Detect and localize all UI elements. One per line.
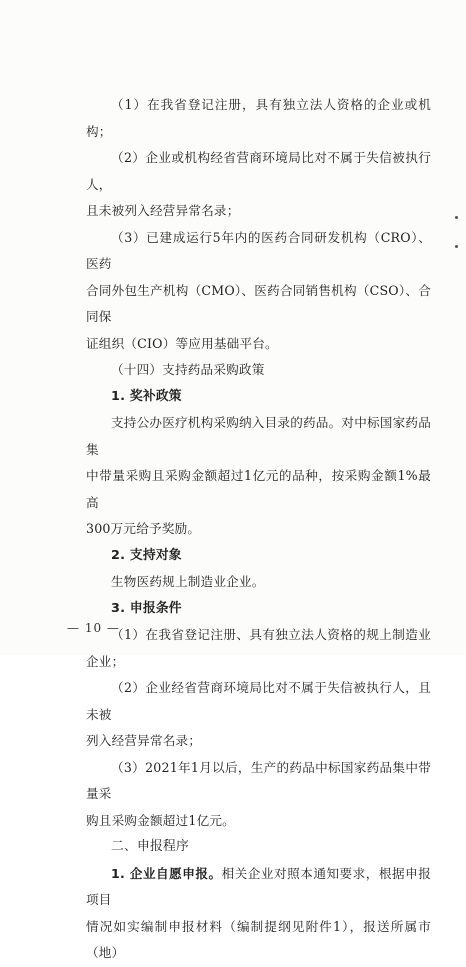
- text-line: （十四）支持药品采购政策: [111, 362, 265, 377]
- text-line: [86, 861, 431, 914]
- text-line: 情况如实编制申报材料（编制提纲见附件1），报送所属市（地）: [86, 918, 431, 960]
- text-line: 1. 奖补政策: [111, 388, 182, 404]
- paragraph-app-condition-3: [86, 755, 431, 835]
- text-line: （3）已建成运行5年内的医药合同研发机构（CRO）、医药: [86, 229, 431, 271]
- page-number: — 10 —: [67, 621, 120, 635]
- paragraph-condition-3: [86, 225, 431, 358]
- text-line: 二、申报程序: [111, 839, 189, 854]
- text-line: 支持公办医疗机构采购纳入目录的药品。对中标国家药品集: [86, 415, 431, 457]
- text-line: 生物医药规上制造业企业。: [111, 574, 265, 589]
- text-line: 2. 支持对象: [111, 547, 182, 563]
- paragraph-app-condition-2: [86, 675, 431, 755]
- paragraph-voluntary-application: [86, 861, 431, 967]
- paragraph-condition-1: [86, 92, 431, 145]
- text-line: 购且采购金额超过1亿元。: [86, 812, 235, 828]
- paragraph-condition-2: [86, 145, 431, 225]
- text-line: 合同外包生产机构（CMO）、医药合同销售机构（CSO）、合同保: [86, 282, 431, 324]
- text-line: 证组织（CIO）等应用基础平台。: [86, 335, 278, 351]
- subheading-reward-policy: [86, 384, 431, 411]
- text-line: 中带量采购且采购金额超过1亿元的品种，按采购金额1%最高: [86, 468, 431, 510]
- paragraph-reward-policy: [86, 410, 431, 543]
- lead-text: 1. 企业自愿申报。: [111, 865, 222, 881]
- subheading-support-target: [86, 543, 431, 570]
- paragraph-app-condition-1: [86, 622, 431, 675]
- text-line: （1）在我省登记注册、具有独立法人资格的规上制造业企业；: [86, 627, 431, 669]
- text-line: 3. 申报条件: [111, 600, 182, 616]
- text-line: 列入经营异常名录；: [86, 733, 202, 748]
- subheading-application-conditions: [86, 596, 431, 623]
- paragraph-support-target: [86, 569, 431, 596]
- text-line: （2）企业经省营商环境局比对不属于失信被执行人，且未被: [86, 680, 431, 722]
- page-content: [86, 92, 431, 967]
- text-line: （1）在我省登记注册，具有独立法人资格的企业或机构；: [86, 97, 431, 139]
- section-heading-procurement-policy: [86, 357, 431, 384]
- section-heading-procedure: [86, 834, 431, 861]
- scan-speck: [455, 216, 458, 219]
- text-line: 且未被列入经营异常名录；: [86, 203, 240, 218]
- text-line: （3）2021年1月以后，生产的药品中标国家药品集中带量采: [86, 759, 431, 801]
- text-line: （2）企业或机构经省营商环境局比对不属于失信被执行人，: [86, 150, 431, 192]
- text-fragment: 相关企业对照本通知要求，根据申报项目: [86, 865, 431, 907]
- text-line: 300万元给予奖励。: [86, 521, 201, 536]
- scan-speck: [455, 245, 458, 248]
